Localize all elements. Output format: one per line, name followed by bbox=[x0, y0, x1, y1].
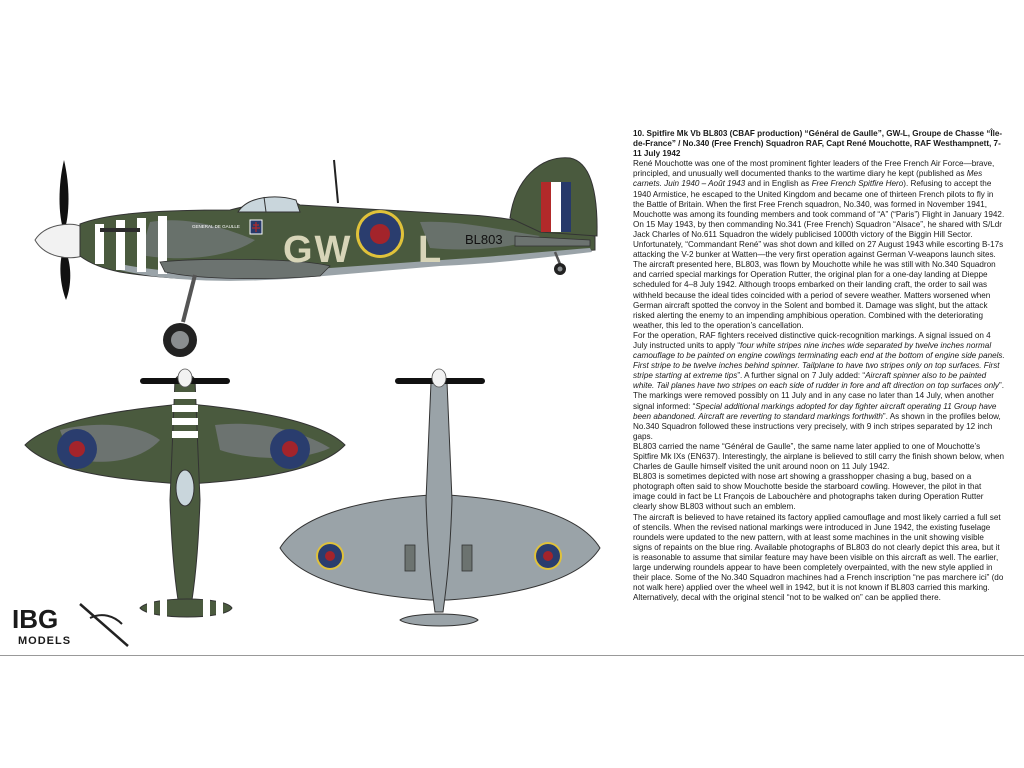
paragraph-3: For the operation, RAF fighters received distinctive quick-recognition markings. A signal issued on 4 July instructed units to apply “four white stripes nine inches wide separated by twelve inches normal camouflage to be painted on engine cowlings terminating each end at the bottom of engine side panels. First stripe to be twelve inches behind spinner. Tailplane to have two stripes only on top surfaces. First stripe starting at extreme tips”. A further signal on 7 July added: “Aircraft spinner also to be painted white. Tail planes have two stripes on each side of rudder in fore and aft direction on top surfaces only”. The markings were removed possibly on 11 July and in any case no later than 14 July, when another signal informed: “Special additional markings adopted for day fighter aircraft operating 11 Group have been abandoned. Aircraft are reverting to standard markings forthwith”. As shown in the profiles below, No.340 Squadron followed these instructions very precisely, with 9 inch stripes separated by 12 inch gaps. bbox=[633, 330, 1005, 441]
ibg-logo bbox=[10, 598, 130, 650]
aircraft-letter: L bbox=[418, 229, 442, 271]
side-profile bbox=[35, 158, 597, 357]
description-text bbox=[633, 129, 1005, 603]
top-view bbox=[25, 369, 345, 618]
serial-number: BL803 bbox=[465, 232, 503, 247]
footer-divider bbox=[0, 655, 1024, 656]
paragraph-6: The aircraft is believed to have retained its factory applied camouflage and most likely carried a full set of stencils. When the revised national markings were introduced in June 1942, the existing fuselage roundels were updated to the new pattern, with at least some machines in the unit showing visible signs of repaints on the blue ring. Available photographs of BL803 do not clearly depict this area, but it is reasonable to assume that similar feature may have been visible on this aircraft as well. The earlier, large underwing roundels appear to have been completely overpainted, with the new style applied in their place. Some of the No.340 Squadron machines had a French inscription “ne pas marchere ici” (do not walk here) applied over the wheel well in 1942, but it is not known if BL803 carried this marking. Alternatively, decal with the original stencil “not to be walked on” can be applied there. bbox=[633, 512, 1004, 603]
under-roundel-left bbox=[316, 542, 344, 570]
spinner bbox=[35, 224, 82, 258]
under-roundel-right bbox=[534, 542, 562, 570]
squadron-code: GW bbox=[283, 229, 353, 271]
top-roundel-left bbox=[57, 429, 97, 469]
paragraph-5: BL803 is sometimes depicted with nose art showing a grasshopper chasing a bug, based on a photograph often said to show Mouchotte beside the starboard cowling. However, the pilot in that image could in fact be Lt François de Labouchère and photographs taken during Operation Rutter clearly show BL803 without such an emblem. bbox=[633, 472, 984, 512]
paragraph-4: BL803 carried the name “Général de Gaulle”, the same name later applied to one of Mouchotte’s Spitfire Mk IXs (EN637). Interestingly, the airplane is believed to still carry the finish shown below, when Charles de Gaulle himself visited the unit around noon on 11 July 1942. bbox=[633, 441, 1005, 472]
fin-flash bbox=[541, 182, 571, 232]
under-view bbox=[280, 369, 600, 626]
logo-sub: MODELS bbox=[18, 635, 72, 647]
paragraph-1: René Mouchotte was one of the most prominent fighter leaders of the Free French Air Force—brave, principled, and unusually well documented thanks to the wartime diary he kept (published as Mes carnets. Juin 1940 – Août 1943 and in English as Free French Spitfire Hero). Refusing to accept the 1940 Armistice, he escaped to the United Kingdom and became one of thirteen French pilots to fly in the Battle of Britain. When the first Free French squadron, No.340, was formed in November 1941, Mouchotte was among its founding members and took command of “A” (“Paris”) Flight in January 1942. On 15 May 1943, by then commanding No.341 (Free French) Squadron “Alsace”, he shared with S/Ldr Jack Charles of No.611 Squadron the widely publicised 1000th victory of the Biggin Hill Sector. Unfortunately, “Commandant René” was shot down and killed on 27 August 1943 while escorting B-17s attacking the V-2 bunker at Watten—the very first operation against German V-weapons launch sites. bbox=[633, 159, 1005, 260]
heading: 10. Spitfire Mk Vb BL803 (CBAF production) “Général de Gaulle”, GW-L, Groupe de Chasse “Île-de-France” / No.340 (Free French) Squadron RAF, Capt René Mouchotte, RAF Westhampnett, 7-11 July 1942 bbox=[633, 129, 1003, 159]
fuselage-roundel bbox=[356, 210, 404, 258]
logo-brand: IBG bbox=[12, 604, 59, 634]
canopy bbox=[238, 197, 300, 212]
top-roundel-right bbox=[270, 429, 310, 469]
nose-art-name: GENERAL DE GAULLE bbox=[192, 224, 240, 229]
paragraph-2: The aircraft presented here, BL803, was flown by Mouchotte while he was still with No.340 Squadron and carried special markings for Operation Rutter, the original plan for a one-day landing at Dieppe scheduled for 4–8 July 1942. Although troops embarked on their landing craft, the order to sail was withheld because the ideal tides coincided with a period of severe weather. Matters worsened when German aircraft spotted the convoy in the Solent and bombed it. Damage was slight, but the attack risked alerting the enemy to an impending amphibious operation. Combined with the deteriorating weather, this led to the operation’s cancellation. bbox=[633, 260, 996, 330]
main-gear bbox=[163, 275, 197, 357]
